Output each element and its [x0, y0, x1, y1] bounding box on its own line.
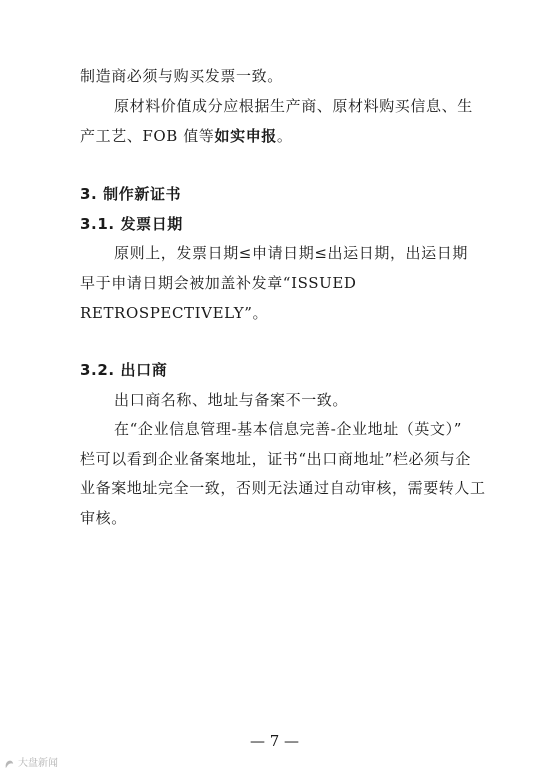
text-run: 。 — [276, 127, 293, 145]
watermark-text: 大盘新闻 — [18, 758, 58, 769]
paragraph-line: 在“企业信息管理-基本信息完善-企业地址（英文）” — [114, 420, 462, 438]
paragraph-line: 栏可以看到企业备案地址，证书“出口商地址”栏必须与企 — [80, 450, 471, 468]
paragraph-line: 业备案地址完全一致，否则无法通过自动审核，需要转人工 — [80, 479, 486, 497]
subsection-heading: 3.1. 发票日期 — [80, 215, 183, 233]
watermark-logo-icon — [4, 759, 15, 770]
paragraph-line: 原则上，发票日期≤申请日期≤出运日期，出运日期 — [114, 244, 468, 262]
paragraph-line: 出口商名称、地址与备案不一致。 — [114, 391, 349, 409]
subsection-heading: 3.2. 出口商 — [80, 361, 168, 379]
paragraph-line: 制造商必须与购买发票一致。 — [80, 67, 283, 85]
paragraph-line: 审核。 — [80, 509, 127, 527]
text-run: 产工艺、FOB 值等 — [80, 127, 215, 145]
section-heading: 3. 制作新证书 — [80, 185, 182, 203]
page-number: — 7 — — [249, 732, 300, 750]
watermark — [4, 757, 58, 771]
emphasis-text: 如实申报 — [214, 127, 277, 145]
paragraph-line: 原材料价值成分应根据生产商、原材料购买信息、生 — [114, 97, 473, 115]
paragraph-line — [80, 126, 293, 146]
paragraph-line: 早于申请日期会被加盖补发章“ISSUED — [80, 274, 357, 292]
paragraph-line: RETROSPECTIVELY”。 — [80, 304, 269, 322]
